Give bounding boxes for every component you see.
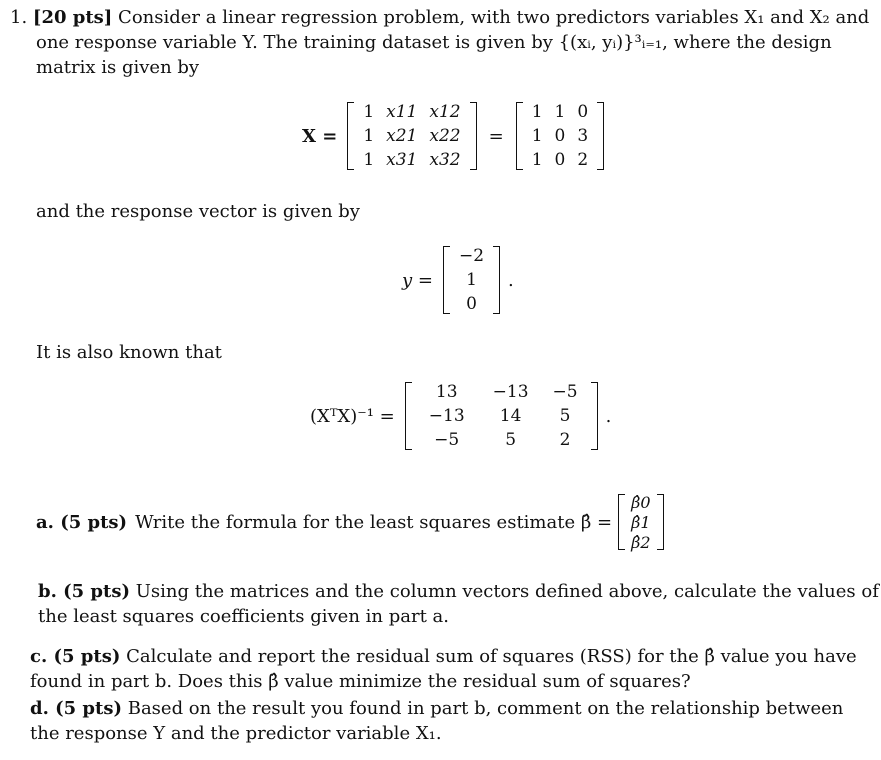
cell: x12 [429,102,461,122]
part-c-line1 [30,645,857,669]
cell: 1 [531,102,543,122]
cell: 1 [531,126,543,146]
problem-points: [20 pts] [32,7,113,28]
problem-intro-line3: matrix is given by [36,57,200,78]
cell: 2 [577,150,589,170]
cell: 0 [554,126,566,146]
part-d-text-1: Based on the result you found in part b, comment on the relationship between [127,698,844,719]
beta-vector [618,492,663,552]
cell: 1 [363,150,375,170]
cell: 1 [363,126,375,146]
part-b-line2: the least squares coefficients given in part a. [38,606,449,627]
design-matrix-symbolic [347,100,476,172]
cell: 1 [554,102,566,122]
cell: β̂1 [631,512,651,532]
part-b-text-1: Using the matrices and the column vectors defined above, calculate the values of [135,581,879,602]
part-a-text: Write the formula for the least squares estimate β̂ = [135,511,613,533]
cell: x22 [429,126,461,146]
part-c-text-1: Calculate and report the residual sum of squares (RSS) for the β̂ value you have [126,646,857,667]
period: . [605,405,612,427]
problem-intro-line1 [10,6,869,30]
cell: x11 [386,102,418,122]
part-d-line2: the response Y and the predictor variable X₁. [30,723,442,744]
problem-number: 1. [10,7,28,28]
cell: 1 [363,102,375,122]
design-matrix-equation [302,100,604,172]
intro-text-1: Consider a linear regression problem, with two predictors variables X₁ and X₂ and [118,7,870,28]
cell: 14 [499,406,522,426]
cell: −2 [458,246,485,266]
cell: 1 [531,150,543,170]
design-matrix-label: X = [302,125,338,147]
known-intro: It is also known that [36,342,222,363]
response-label: y = [402,269,433,291]
cell: −5 [434,430,460,450]
cell: 0 [577,102,589,122]
part-c-label: c. (5 pts) [30,646,121,667]
part-c-line2: found in part b. Does this β̂ value minimize the residual sum of squares? [30,671,691,692]
part-b-line1 [38,580,879,604]
cell: β̂0 [631,492,651,512]
cell: 3 [577,126,589,146]
part-d-label: d. (5 pts) [30,698,122,719]
part-b-label: b. (5 pts) [38,581,130,602]
equals-sign: = [488,125,504,147]
cell: −13 [428,406,465,426]
cell: x21 [386,126,418,146]
cell: −13 [492,382,529,402]
design-matrix-values [516,100,604,172]
inverse-label: (XᵀX)⁻¹ = [310,405,395,427]
inverse-matrix-equation [310,380,611,452]
response-vector [443,244,500,316]
cell: 0 [466,294,477,314]
inverse-matrix [405,380,598,452]
cell: 13 [435,382,458,402]
problem-intro-line2: one response variable Y. The training dataset is given by {(xᵢ, yᵢ)}³ᵢ₌₁, where the design [36,32,832,53]
period: . [508,269,514,291]
part-a-label: a. (5 pts) [36,511,128,533]
cell: x32 [429,150,461,170]
cell: x31 [386,150,418,170]
cell: 2 [559,430,571,450]
cell: β̂2 [631,532,651,552]
cell: 1 [466,270,477,290]
response-vector-equation [402,244,514,316]
cell: 5 [505,430,517,450]
response-intro: and the response vector is given by [36,201,360,222]
part-d-line1 [30,697,843,721]
cell: 0 [554,150,566,170]
cell: −5 [552,382,578,402]
part-a [36,492,664,552]
cell: 5 [559,406,571,426]
